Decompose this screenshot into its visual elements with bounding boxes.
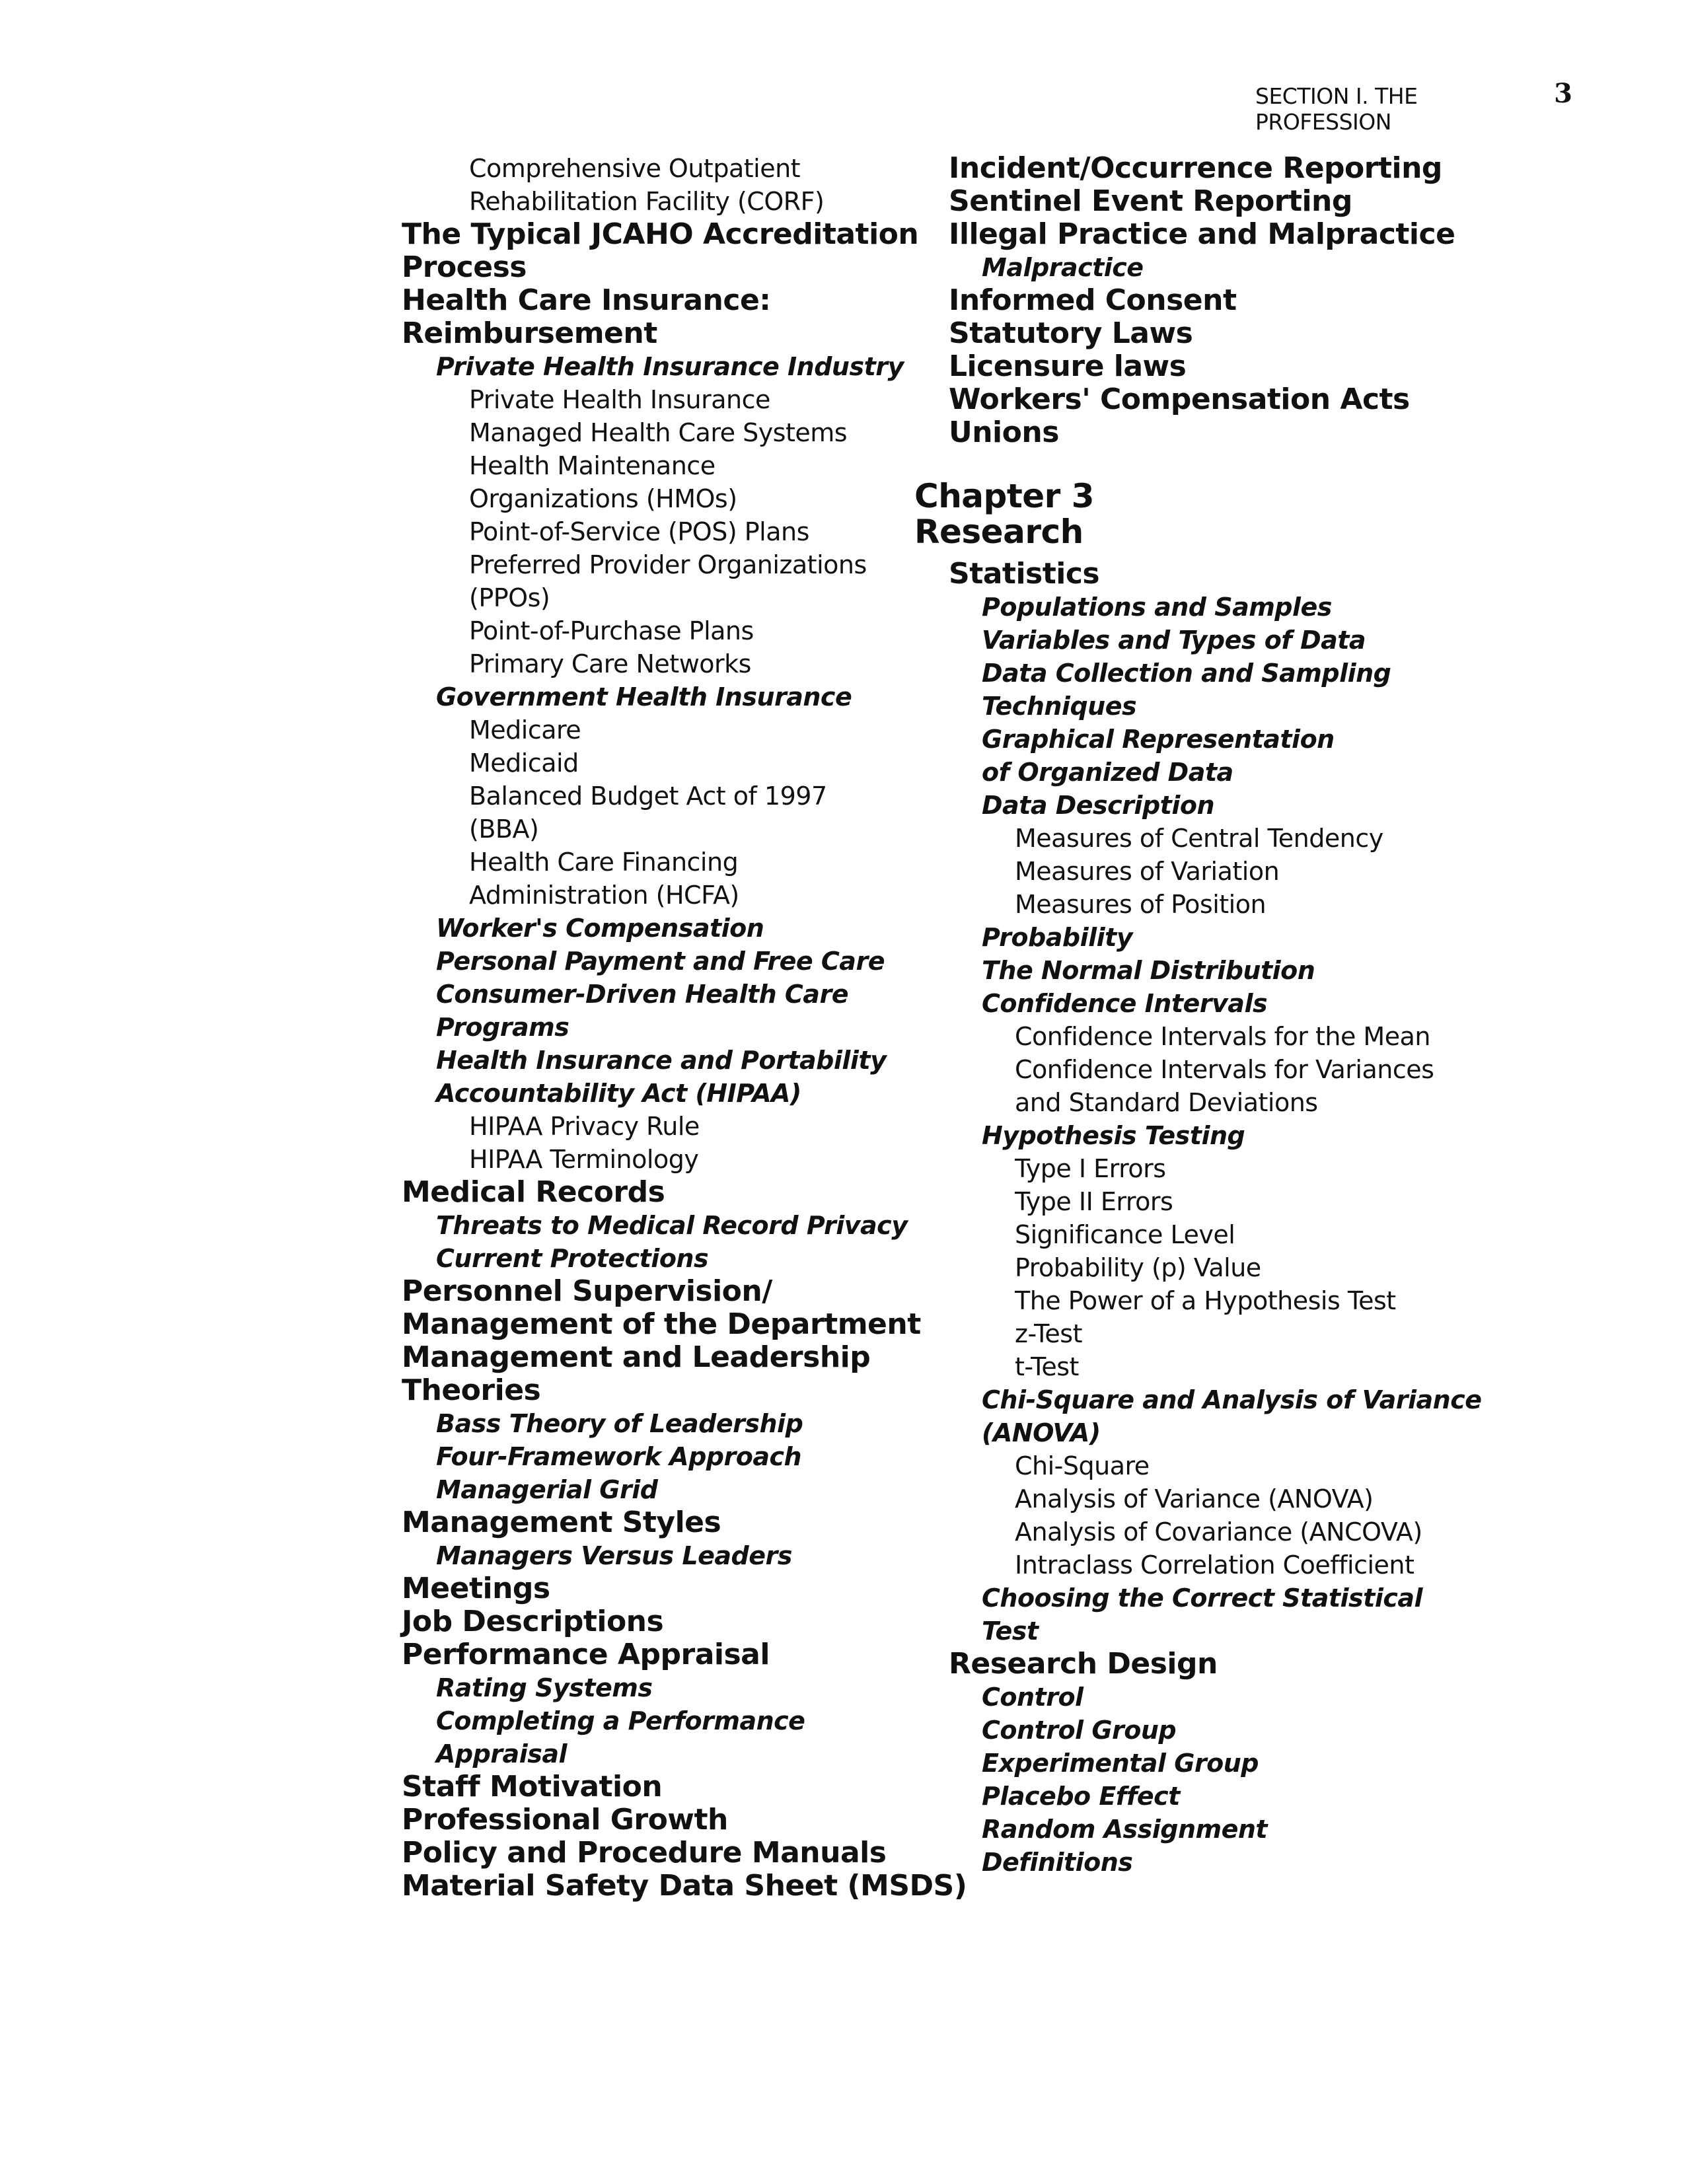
toc-entry-level-1: Health Care Insurance: (402, 283, 771, 317)
toc-entry-level-3: Type I Errors (1015, 1154, 1166, 1183)
toc-entry-level-1: Statutory Laws (949, 316, 1193, 350)
toc-entry-level-1: Management of the Department (402, 1307, 921, 1341)
toc-entry-level-3: Medicaid (469, 748, 579, 778)
toc-entry-level-2: Four-Framework Approach (436, 1442, 802, 1471)
toc-left-column (402, 152, 967, 1903)
toc-entry-level-3: Balanced Budget Act of 1997 (469, 782, 827, 811)
chapter-title: Research (914, 513, 1084, 551)
toc-entry-level-1: Management and Leadership (402, 1340, 871, 1374)
toc-entry-level-2: Current Protections (436, 1244, 709, 1273)
toc-entry-level-3: Type II Errors (1015, 1187, 1173, 1216)
toc-entry-level-2: Control Group (982, 1716, 1177, 1745)
toc-entry-level-2: Completing a Performance (436, 1706, 805, 1735)
toc-entry-level-1: Research Design (949, 1647, 1218, 1681)
toc-entry-level-1: Incident/Occurrence Reporting (949, 151, 1442, 185)
toc-entry-level-2: Chi-Square and Analysis of Variance (982, 1385, 1482, 1414)
toc-entry-level-3: Analysis of Variance (ANOVA) (1015, 1484, 1374, 1513)
running-header (1255, 78, 1599, 135)
toc-entry-level-3: and Standard Deviations (1015, 1088, 1318, 1117)
toc-entry-level-3: Preferred Provider Organizations (469, 550, 867, 579)
toc-entry-level-2: Government Health Insurance (436, 682, 852, 711)
toc-entry-level-1: Professional Growth (402, 1803, 728, 1837)
toc-entry-level-3: Intraclass Correlation Coefficient (1015, 1550, 1414, 1580)
toc-entry-level-1: Performance Appraisal (402, 1638, 770, 1671)
toc-list-right-top (914, 152, 1456, 449)
toc-entry-level-1: Material Safety Data Sheet (MSDS) (402, 1869, 967, 1903)
toc-entry-level-2: Probability (982, 923, 1133, 952)
toc-entry-level-3: Measures of Central Tendency (1015, 824, 1383, 853)
toc-entry-level-1: Unions (949, 416, 1059, 449)
toc-entry-level-2: Control (982, 1683, 1084, 1712)
toc-entry-level-3: Confidence Intervals for the Mean (1015, 1022, 1430, 1051)
toc-entry-level-3: Organizations (HMOs) (469, 484, 737, 513)
toc-list-left (402, 152, 967, 1903)
toc-entry-level-3: Private Health Insurance (469, 385, 770, 414)
toc-entry-level-2: Data Collection and Sampling (982, 659, 1391, 688)
toc-entry-level-1: Sentinel Event Reporting (949, 184, 1352, 218)
toc-list-right-bottom (914, 557, 1482, 1879)
toc-entry-level-3: HIPAA Terminology (469, 1145, 699, 1174)
toc-entry-level-2: Personal Payment and Free Care (436, 947, 885, 976)
toc-entry-level-3: t-Test (1015, 1352, 1079, 1381)
toc-entry-level-2: Placebo Effect (982, 1782, 1180, 1811)
toc-entry-level-2: Hypothesis Testing (982, 1121, 1245, 1150)
toc-entry-level-2: (ANOVA) (982, 1418, 1101, 1447)
toc-entry-level-3: (BBA) (469, 815, 539, 844)
toc-entry-level-1: Informed Consent (949, 283, 1237, 317)
page-number: 3 (1554, 78, 1572, 109)
toc-entry-level-3: (PPOs) (469, 583, 550, 612)
toc-entry-level-2: Experimental Group (982, 1749, 1259, 1778)
toc-entry-level-3: Measures of Position (1015, 890, 1267, 919)
toc-entry-level-2: Accountability Act (HIPAA) (436, 1079, 801, 1108)
toc-entry-level-1: The Typical JCAHO Accreditation (402, 217, 919, 251)
toc-entry-level-1: Staff Motivation (402, 1770, 663, 1803)
toc-entry-level-2: Consumer-Driven Health Care (436, 980, 848, 1009)
toc-entry-level-2: Private Health Insurance Industry (436, 352, 904, 381)
toc-entry-level-3: Comprehensive Outpatient (469, 154, 801, 183)
toc-entry-level-2: of Organized Data (982, 758, 1233, 787)
toc-entry-level-3: Chi-Square (1015, 1451, 1150, 1480)
toc-entry-level-1: Licensure laws (949, 349, 1187, 383)
toc-entry-level-2: Malpractice (982, 253, 1144, 282)
chapter-number: Chapter 3 (914, 477, 1094, 515)
toc-entry-level-3: Probability (p) Value (1015, 1253, 1261, 1282)
toc-entry-level-3: Health Care Financing (469, 848, 739, 877)
toc-entry-level-3: Primary Care Networks (469, 649, 751, 678)
toc-entry-level-2: The Normal Distribution (982, 956, 1315, 985)
toc-entry-level-1: Workers' Compensation Acts (949, 382, 1410, 416)
toc-entry-level-1: Personnel Supervision/ (402, 1274, 772, 1308)
toc-entry-level-2: Worker's Compensation (436, 914, 764, 943)
toc-entry-level-2: Populations and Samples (982, 593, 1332, 622)
toc-entry-level-2: Variables and Types of Data (982, 626, 1366, 655)
toc-entry-level-1: Reimbursement (402, 316, 657, 350)
toc-entry-level-2: Graphical Representation (982, 725, 1335, 754)
toc-entry-level-2: Bass Theory of Leadership (436, 1409, 803, 1438)
toc-right-column (914, 151, 1482, 1879)
toc-entry-level-3: Medicare (469, 715, 581, 745)
toc-entry-level-1: Illegal Practice and Malpractice (949, 217, 1455, 251)
toc-entry-level-2: Definitions (982, 1848, 1133, 1877)
toc-entry-level-3: Point-of-Service (POS) Plans (469, 517, 809, 546)
toc-entry-level-2: Health Insurance and Portability (436, 1046, 887, 1075)
section-title: SECTION I. THE PROFESSION (1255, 83, 1418, 135)
toc-entry-level-2: Data Description (982, 791, 1214, 820)
toc-entry-level-1: Medical Records (402, 1175, 665, 1209)
toc-entry-level-2: Appraisal (436, 1739, 568, 1768)
toc-entry-level-1: Management Styles (402, 1506, 721, 1539)
toc-entry-level-2: Threats to Medical Record Privacy (436, 1211, 908, 1240)
toc-entry-level-1: Policy and Procedure Manuals (402, 1836, 887, 1870)
toc-entry-level-1: Meetings (402, 1572, 550, 1605)
toc-entry-level-3: Confidence Intervals for Variances (1015, 1055, 1434, 1084)
toc-entry-level-3: Significance Level (1015, 1220, 1235, 1249)
toc-entry-level-2: Techniques (982, 692, 1137, 721)
toc-entry-level-3: HIPAA Privacy Rule (469, 1112, 700, 1141)
toc-entry-level-2: Confidence Intervals (982, 989, 1268, 1018)
toc-entry-level-3: Administration (HCFA) (469, 881, 739, 910)
toc-entry-level-1: Statistics (949, 557, 1100, 591)
toc-entry-level-3: Point-of-Purchase Plans (469, 616, 754, 645)
chapter-heading (914, 478, 1456, 550)
toc-entry-level-2: Rating Systems (436, 1673, 653, 1702)
toc-entry-level-2: Random Assignment (982, 1815, 1268, 1844)
toc-entry-level-2: Managers Versus Leaders (436, 1541, 792, 1570)
toc-entry-level-3: The Power of a Hypothesis Test (1015, 1286, 1396, 1315)
toc-entry-level-2: Choosing the Correct Statistical (982, 1583, 1423, 1613)
toc-entry-level-1: Theories (402, 1373, 541, 1407)
toc-entry-level-3: z-Test (1015, 1319, 1083, 1348)
toc-entry-level-2: Test (982, 1617, 1039, 1646)
toc-entry-level-3: Rehabilitation Facility (CORF) (469, 187, 825, 216)
toc-entry-level-3: Measures of Variation (1015, 857, 1280, 886)
toc-entry-level-1: Process (402, 250, 527, 284)
toc-entry-level-2: Programs (436, 1013, 569, 1042)
toc-entry-level-3: Managed Health Care Systems (469, 418, 848, 447)
toc-entry-level-1: Job Descriptions (402, 1605, 664, 1638)
toc-entry-level-2: Managerial Grid (436, 1475, 658, 1504)
toc-entry-level-3: Health Maintenance (469, 451, 716, 480)
toc-entry-level-3: Analysis of Covariance (ANCOVA) (1015, 1517, 1422, 1547)
